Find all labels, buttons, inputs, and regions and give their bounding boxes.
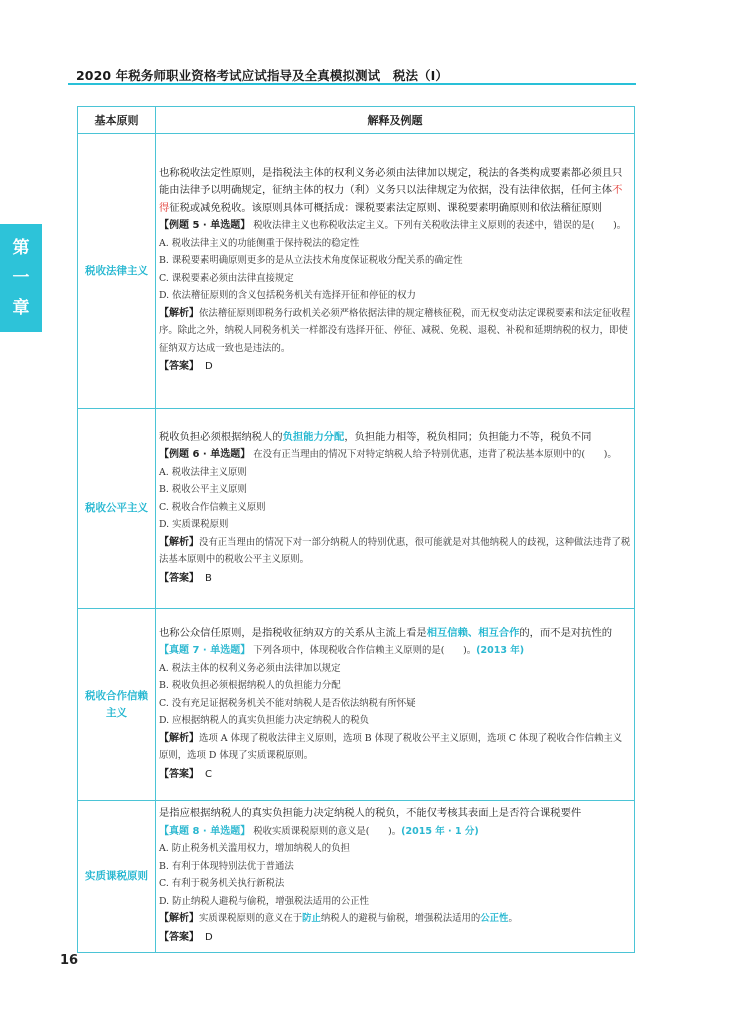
- question-tag: 【真题 8 · 单选题】: [159, 825, 251, 837]
- question-tag: 【真题 7 · 单选题】: [159, 645, 251, 656]
- option-a: A. 税收法律主义的功能侧重于保持税法的稳定性: [159, 237, 360, 249]
- option-b: B. 有利于体现特别法优于普通法: [159, 860, 294, 872]
- exam-question: 【真题 7 · 单选题】 下列各项中，体现税收合作信赖主义原则的是( )。(2013 年): [159, 645, 525, 656]
- option-b: B. 税收公平主义原则: [159, 484, 247, 495]
- highlight-text: 相互信赖、相互合作: [426, 626, 520, 639]
- example-question: 【例题 6 · 单选题】 在没有正当理由的情况下对特定纳税人给予特别优惠，违背了税法基本原则中的( )。: [159, 449, 617, 460]
- emphasis-text: 不得: [159, 184, 623, 214]
- explanation-cell: [156, 409, 635, 609]
- answer-value: D: [205, 361, 213, 373]
- chapter-tab-char: 第: [12, 238, 30, 258]
- answer-value: B: [205, 572, 212, 584]
- principles-table: [77, 106, 635, 953]
- principle-definition: 也称公众信任原则，是指税收征纳双方的关系从主流上看是相互信赖、相互合作的，而不是对抗性的: [159, 626, 613, 639]
- answer-line: [159, 569, 631, 588]
- question-tag: 【例题 5 · 单选题】: [159, 220, 251, 232]
- question-tag: 【例题 6 · 单选题】: [159, 449, 251, 460]
- page-number: 16: [60, 953, 79, 968]
- table-row: [78, 134, 635, 409]
- principle-name: 实质课税原则: [78, 801, 156, 953]
- explanation-cell: [156, 609, 635, 801]
- answer-value: C: [205, 768, 212, 780]
- answer-value: D: [205, 931, 213, 943]
- option-b: B. 税收负担必须根据纳税人的负担能力分配: [159, 680, 341, 691]
- exam-year: (2015 年 · 1 分): [401, 825, 479, 837]
- answer-line: [159, 928, 631, 947]
- analysis-tag: 【解析】: [159, 732, 199, 744]
- analysis-tag: 【解析】: [159, 913, 199, 924]
- principle-definition: 税收负担必须根据纳税人的负担能力分配，负担能力相等，税负相同；负担能力不等，税负不同: [159, 430, 592, 443]
- analysis-text: 【解析】依法稽征原则即税务行政机关必须严格依据法律的规定稽核征税，而无权变动法定课税要素和法定征收程序。除此之外，纳税人同税务机关一样都没有选择开征、停征、减税、免税、退税、补税和延期纳税的权力，即使征纳双方达成一致也是违法的。: [159, 307, 631, 354]
- column-header-principle: 基本原则: [78, 107, 156, 134]
- principle-name: 税收合作信赖 主义: [78, 609, 156, 801]
- principle-name: 税收公平主义: [78, 409, 156, 609]
- answer-line: [159, 357, 631, 376]
- exam-question: 【真题 8 · 单选题】 税收实质课税原则的意义是( )。(2015 年 · 1 分): [159, 825, 479, 837]
- option-c: C. 课税要素必须由法律直接规定: [159, 272, 294, 284]
- exam-year: (2013 年): [476, 645, 525, 656]
- option-a: A. 税收法律主义原则: [159, 466, 247, 478]
- option-c: C. 没有充足证据税务机关不能对纳税人是否依法纳税有所怀疑: [159, 697, 416, 709]
- table-row: [78, 409, 635, 609]
- answer-line: [159, 765, 631, 784]
- table-row: [78, 801, 635, 953]
- analysis-tag: 【解析】: [159, 536, 199, 548]
- answer-tag: 【答案】: [159, 361, 199, 373]
- answer-tag: 【答案】: [159, 768, 199, 780]
- option-d: D. 应根据纳税人的真实负担能力决定纳税人的税负: [159, 715, 370, 726]
- table-header-row: [78, 107, 635, 134]
- principle-definition: 是指应根据纳税人的真实负担能力决定纳税人的税负，不能仅考核其表面上是否符合课税要件: [159, 807, 582, 819]
- option-a: A. 防止税务机关滥用权力，增加纳税人的负担: [159, 843, 350, 854]
- option-d: D. 实质课税原则: [159, 519, 229, 530]
- analysis-text: 【解析】实质课税原则的意义在于防止纳税人的避税与偷税，增强税法适用的公正性。: [159, 913, 518, 924]
- analysis-tag: 【解析】: [159, 307, 199, 319]
- chapter-tab-char: 一: [12, 268, 30, 288]
- chapter-tab-char: 章: [12, 298, 30, 318]
- analysis-text: 【解析】选项 A 体现了税收法律主义原则，选项 B 体现了税收公平主义原则，选项 C 体现了税收合作信赖主义原则，选项 D 体现了实质课税原则。: [159, 732, 623, 761]
- answer-tag: 【答案】: [159, 931, 199, 943]
- highlight-text: 负担能力分配: [282, 430, 345, 443]
- analysis-text: 【解析】没有正当理由的情况下对一部分纳税人的特别优惠，很可能就是对其他纳税人的歧视，这种做法违背了税法基本原则中的税收公平主义原则。: [159, 536, 631, 565]
- principle-definition: 也称税收法定性原则，是指税法主体的权利义务必须由法律加以规定，税法的各类构成要素都必须且只能由法律予以明确规定，征纳主体的权力（利）义务只以法律规定为依据，没有法律依据，任何主体不得征税或减免税收。该原则具体可概括成：课税要素法定原则、课税要素明确原则和依法稽征原则: [159, 166, 623, 214]
- option-d: D. 依法稽征原则的含义包括税务机关有选择开征和停征的权力: [159, 290, 416, 302]
- option-c: C. 税收合作信赖主义原则: [159, 501, 266, 513]
- table-row: [78, 609, 635, 801]
- answer-tag: 【答案】: [159, 572, 199, 584]
- explanation-cell: [156, 801, 635, 953]
- principle-name: 税收法律主义: [78, 134, 156, 409]
- option-a: A. 税法主体的权利义务必须由法律加以规定: [159, 662, 341, 674]
- example-question: 【例题 5 · 单选题】 税收法律主义也称税收法定主义。下列有关税收法律主义原则的表述中，错误的是( )。: [159, 220, 627, 232]
- chapter-side-tab: [0, 224, 42, 332]
- option-c: C. 有利于税务机关执行新税法: [159, 878, 285, 889]
- header-rule: [68, 83, 636, 85]
- option-b: B. 课税要素明确原则更多的是从立法技术角度保证税收分配关系的确定性: [159, 255, 463, 267]
- column-header-explanation: 解释及例题: [156, 107, 635, 134]
- option-d: D. 防止纳税人避税与偷税，增强税法适用的公正性: [159, 895, 370, 907]
- highlight-text: 防止: [302, 913, 321, 924]
- explanation-cell: [156, 134, 635, 409]
- highlight-text: 公正性: [480, 913, 509, 924]
- running-header-title: 2020 年税务师职业资格考试应试指导及全真模拟测试 税法（Ⅰ）: [76, 68, 448, 83]
